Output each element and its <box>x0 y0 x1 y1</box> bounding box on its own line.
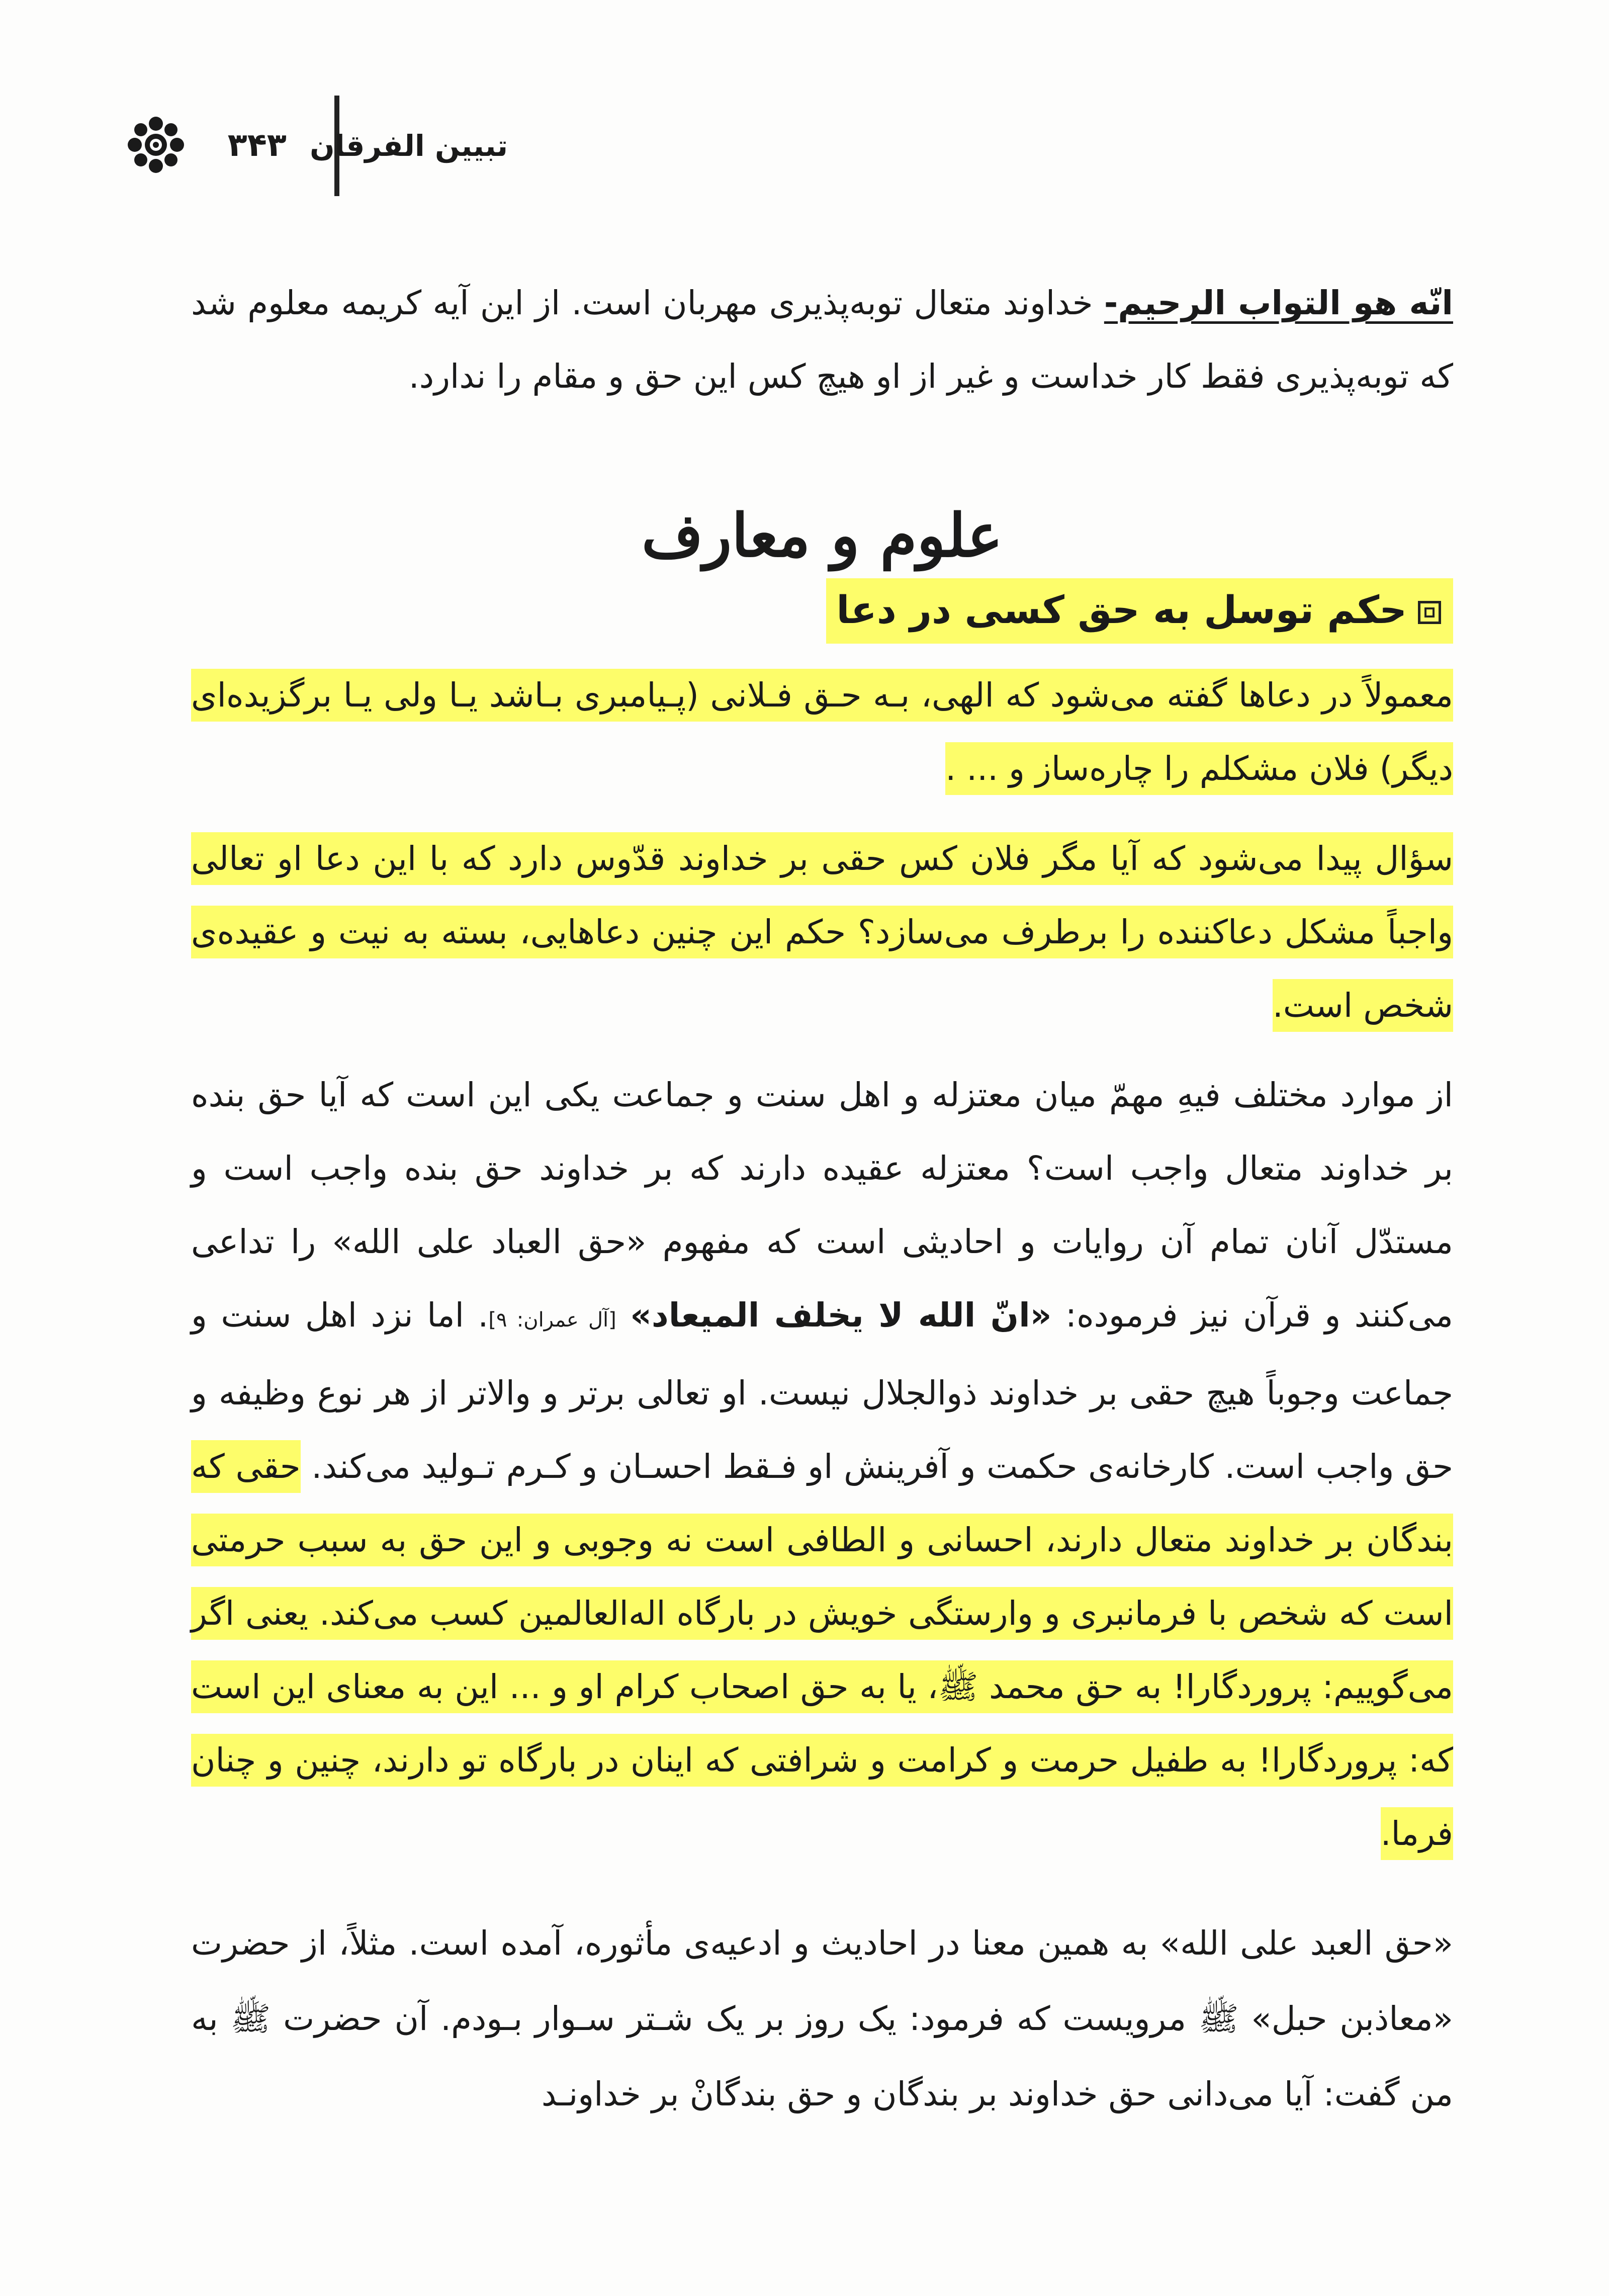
paragraph-3-text-a: از موارد مختلف فیهِ مهمّ میان معتزله و اهل سنت و جماعت یکی این است که آیا حق بنده بر خداوند متعال واجب است؟ معتزله عقیده دارند که بر خداوند حق بنده واجب است و مستدّل آنان تمام آن روایات و احادیثی است که مفهوم «حق العباد علی الله» را تداعی می‌کنند و قرآن نیز فرموده: <box>191 1076 1454 1335</box>
book-title: تبیین الفرقان <box>310 129 508 163</box>
square-bullet-icon <box>1418 601 1441 624</box>
paragraph-2 <box>191 822 1453 1042</box>
highlighted-text: حقی که بندگان بر خداوند متعال دارند، احسانی و الطافی است نه وجوبی و این حق به سبب حرمتی است که شخص با فرمانبری و وارستگی خویش در بارگاه اله‌العالمین کسب می‌کند. یعنی اگر می‌گوییم: پروردگارا! به حق محمد ﷺ، یا به حق اصحاب کرام او و ... این به معنای این است که: پروردگارا! به طفیل حرمت و کرامت و شرافتی که اینان در بارگاه تو دارند، چنین و چنان فرما. <box>191 1440 1453 1860</box>
intro-text: خداوند متعال توبه‌پذیری مهربان است. از این آیه کریمه معلوم شد که توبه‌پذیری فقط کار خداست و غیر از او هیچ کس این حق و مقام را ندارد. <box>191 284 1453 396</box>
rosette-ornament-icon <box>126 115 186 175</box>
page-header <box>126 96 508 211</box>
paragraph-3 <box>191 1058 1453 1871</box>
quran-quote: «انّ الله لا یخلف المیعاد» <box>630 1296 1052 1335</box>
section-title: علوم و معارف <box>641 500 1003 570</box>
running-head <box>228 127 508 164</box>
paragraph-1 <box>191 659 1453 806</box>
subheading <box>826 578 1453 644</box>
highlighted-text: معمولاً در دعاها گفته می‌شود که الهی، بـه حـق فـلانی (پـیامبری بـاشد یـا ولی یـا برگزیده‌ای دیگر) فلان مشکلم را چاره‌ساز و ... . <box>191 669 1453 795</box>
page-number: ۳۴۳ <box>227 127 287 164</box>
intro-paragraph <box>191 267 1453 413</box>
paragraph-4 <box>191 1906 1453 2132</box>
highlighted-text: سؤال پیدا می‌شود که آیا مگر فلان کس حقی بر خداوند قدّوس دارد که با این دعا او تعالی واجباً مشکل دعاکننده را برطرف می‌سازد؟ حکم این چنین دعاهایی، بسته به نیت و عقیده‌ی شخص است. <box>191 832 1453 1032</box>
paragraph-4-text: «حق العبد علی الله» به همین معنا در احادیث و ادعیه‌ی مأثوره، آمده است. مثلاً، از حضرت «معاذبن حبل» ﷺ مرویست که فرمود: یک روز بر یک شـتر سـوار بـودم. آن حضرت ﷺ به من گفت: آیا می‌دانی حق خداوند بر بندگان و حق بندگانْ بر خداونـد <box>191 1924 1453 2113</box>
subheading-text: حکم توسل به حق کسی در دعا <box>836 587 1407 632</box>
paragraph-3-text-b: . اما نزد اهل سنت و جماعت وجوباً هیچ حقی بر خداوند ذوالجلال نیست. او تعالی برتر و والاتر از هر نوع وظیفه و حق واجب است. کارخانه‌ی حکمت و آفرینش او فـقط احسـان و کـرم تـولید می‌کند. <box>191 1296 1454 1486</box>
verse-reference: [آل عمران: ۹] <box>488 1308 616 1332</box>
intro-bold-phrase: انّه هو التواب الرحیم- <box>1104 284 1453 322</box>
